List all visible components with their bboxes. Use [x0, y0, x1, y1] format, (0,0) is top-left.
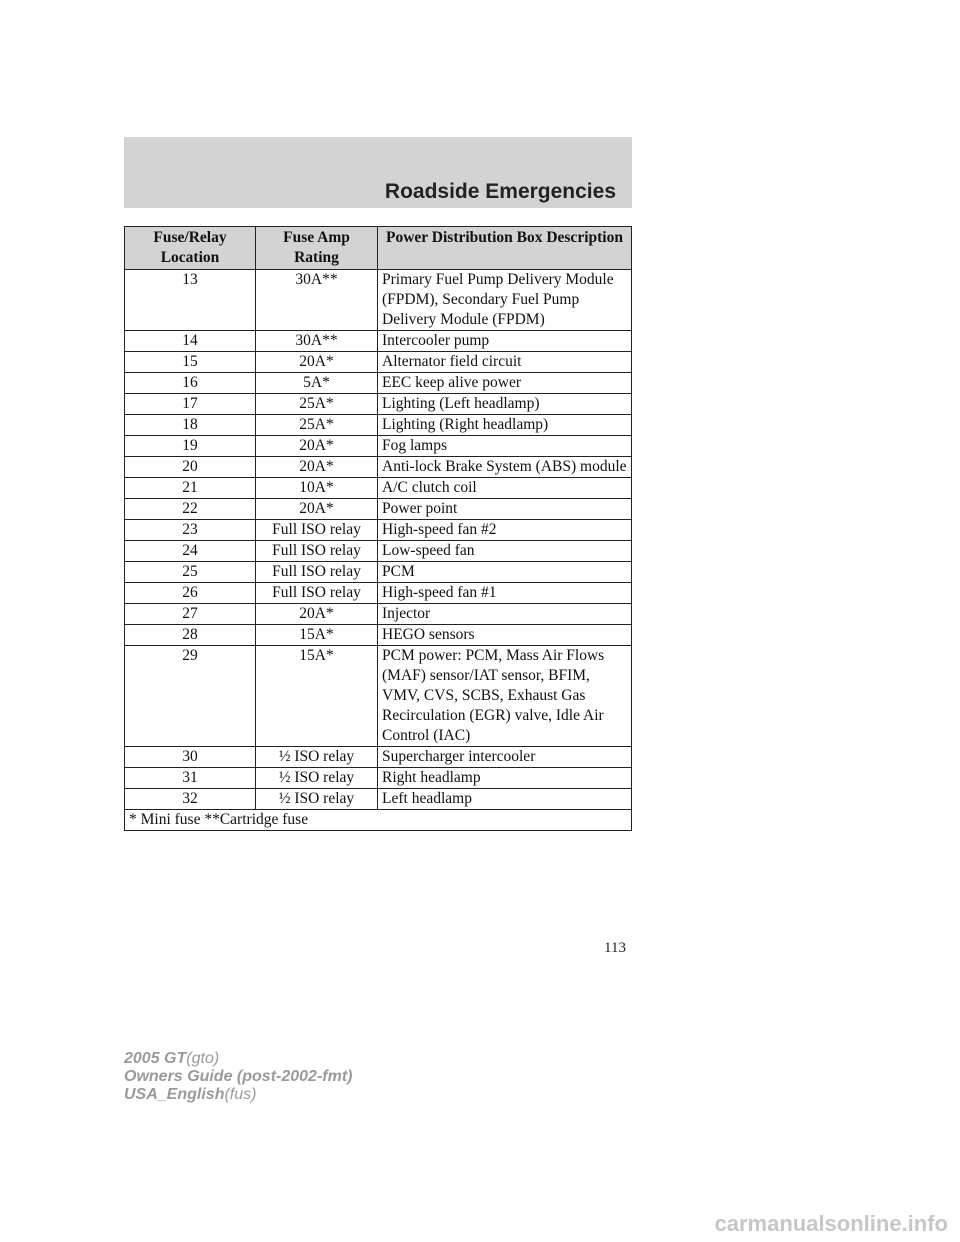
column-header-amp-rating: Fuse Amp Rating: [256, 227, 378, 270]
table-row: [125, 436, 632, 457]
cell-description: Injector: [378, 604, 632, 625]
cell-location: 28: [125, 625, 256, 646]
cell-amp-rating: 20A*: [256, 436, 378, 457]
table-row: [125, 373, 632, 394]
cell-amp-rating: Full ISO relay: [256, 562, 378, 583]
cell-location: 13: [125, 270, 256, 331]
page-number: 113: [604, 940, 626, 956]
cell-description: Left headlamp: [378, 789, 632, 810]
cell-description: Low-speed fan: [378, 541, 632, 562]
cell-amp-rating: 5A*: [256, 373, 378, 394]
cell-description: Fog lamps: [378, 436, 632, 457]
cell-description: A/C clutch coil: [378, 478, 632, 499]
table-footnote-row: [125, 810, 632, 831]
table-row: [125, 331, 632, 352]
cell-description: Intercooler pump: [378, 331, 632, 352]
cell-location: 19: [125, 436, 256, 457]
cell-location: 14: [125, 331, 256, 352]
cell-amp-rating: 20A*: [256, 604, 378, 625]
cell-description: Primary Fuel Pump Delivery Module (FPDM), Secondary Fuel Pump Delivery Module (FPDM): [378, 270, 632, 331]
cell-amp-rating: 15A*: [256, 646, 378, 747]
cell-location: 20: [125, 457, 256, 478]
cell-amp-rating: 10A*: [256, 478, 378, 499]
cell-amp-rating: ½ ISO relay: [256, 768, 378, 789]
cell-location: 21: [125, 478, 256, 499]
footer-line-2: [124, 1068, 352, 1086]
table-row: [125, 646, 632, 747]
table-row: [125, 415, 632, 436]
table-row: [125, 625, 632, 646]
cell-description: Power point: [378, 499, 632, 520]
section-title: Roadside Emergencies: [384, 180, 616, 203]
footer-language: USA_English: [124, 1086, 225, 1103]
document-footer: [124, 1050, 352, 1104]
table-row: [125, 583, 632, 604]
cell-location: 18: [125, 415, 256, 436]
table-row: [125, 352, 632, 373]
cell-amp-rating: 20A*: [256, 352, 378, 373]
cell-location: 32: [125, 789, 256, 810]
cell-location: 24: [125, 541, 256, 562]
cell-description: High-speed fan #1: [378, 583, 632, 604]
table-row: [125, 520, 632, 541]
cell-location: 25: [125, 562, 256, 583]
footer-guide-name: Owners Guide (post-2002-fmt): [124, 1068, 353, 1085]
watermark: carmanualsonline.info: [714, 1211, 948, 1236]
cell-location: 23: [125, 520, 256, 541]
cell-description: Lighting (Left headlamp): [378, 394, 632, 415]
cell-amp-rating: ½ ISO relay: [256, 789, 378, 810]
table-row: [125, 457, 632, 478]
table-row: [125, 604, 632, 625]
table-row: [125, 768, 632, 789]
cell-amp-rating: Full ISO relay: [256, 541, 378, 562]
footer-model-code: (gto): [186, 1050, 220, 1067]
cell-amp-rating: 25A*: [256, 394, 378, 415]
table-row: [125, 747, 632, 768]
footer-line-1: [124, 1050, 352, 1068]
footer-language-code: (fus): [224, 1086, 257, 1103]
cell-location: 31: [125, 768, 256, 789]
cell-location: 17: [125, 394, 256, 415]
cell-amp-rating: 20A*: [256, 457, 378, 478]
table-body: [125, 270, 632, 810]
cell-amp-rating: 30A**: [256, 270, 378, 331]
cell-location: 16: [125, 373, 256, 394]
cell-description: Anti-lock Brake System (ABS) module: [378, 457, 632, 478]
cell-description: HEGO sensors: [378, 625, 632, 646]
cell-location: 22: [125, 499, 256, 520]
cell-amp-rating: ½ ISO relay: [256, 747, 378, 768]
cell-amp-rating: 20A*: [256, 499, 378, 520]
cell-amp-rating: 15A*: [256, 625, 378, 646]
cell-amp-rating: Full ISO relay: [256, 583, 378, 604]
table-row: [125, 789, 632, 810]
column-header-location: Fuse/Relay Location: [125, 227, 256, 270]
cell-amp-rating: 30A**: [256, 331, 378, 352]
section-header-band: [124, 137, 632, 208]
table-row: [125, 499, 632, 520]
fuse-table: [124, 226, 632, 831]
table-footnote: * Mini fuse **Cartridge fuse: [125, 810, 632, 831]
cell-location: 27: [125, 604, 256, 625]
table-row: [125, 562, 632, 583]
cell-location: 15: [125, 352, 256, 373]
table-row: [125, 541, 632, 562]
cell-description: High-speed fan #2: [378, 520, 632, 541]
cell-amp-rating: Full ISO relay: [256, 520, 378, 541]
cell-description: Supercharger intercooler: [378, 747, 632, 768]
cell-description: PCM: [378, 562, 632, 583]
cell-description: Lighting (Right headlamp): [378, 415, 632, 436]
cell-description: EEC keep alive power: [378, 373, 632, 394]
cell-location: 29: [125, 646, 256, 747]
table-header-row: [125, 227, 632, 270]
footer-line-3: [124, 1086, 352, 1104]
cell-location: 26: [125, 583, 256, 604]
table-row: [125, 270, 632, 331]
footer-model: 2005 GT: [124, 1050, 187, 1067]
cell-description: Alternator field circuit: [378, 352, 632, 373]
column-header-description: Power Distribution Box Description: [378, 227, 632, 270]
cell-amp-rating: 25A*: [256, 415, 378, 436]
cell-description: Right headlamp: [378, 768, 632, 789]
cell-location: 30: [125, 747, 256, 768]
cell-description: PCM power: PCM, Mass Air Flows (MAF) sensor/IAT sensor, BFIM, VMV, CVS, SCBS, Exhaust Gas Recirculation (EGR) valve, Idle Air Control (IAC): [378, 646, 632, 747]
table-row: [125, 478, 632, 499]
table-row: [125, 394, 632, 415]
